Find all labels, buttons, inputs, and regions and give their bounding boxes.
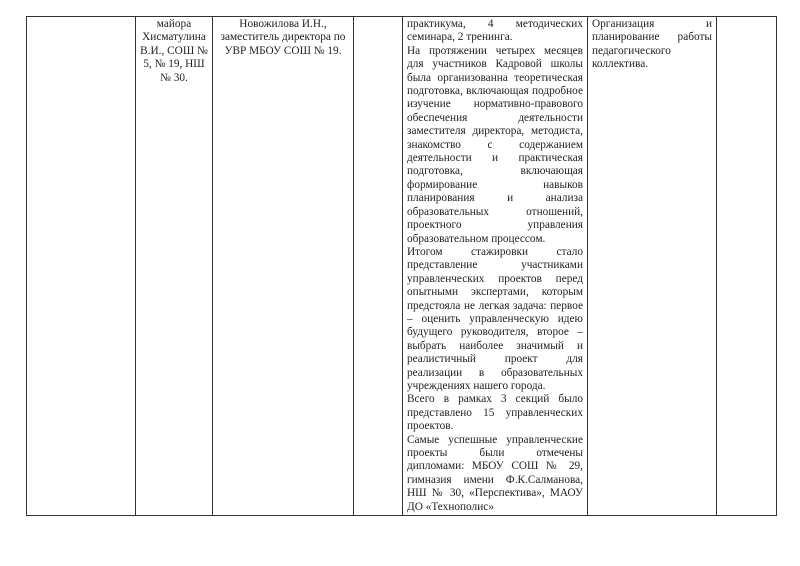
description-paragraph: Всего в рамках 3 секций было представлено 15 управленческих проектов. [407, 393, 583, 433]
cell-responsible [213, 17, 354, 516]
cell-result [588, 17, 717, 516]
document-table [26, 16, 777, 516]
cell-description [403, 17, 588, 516]
description-paragraph: Итогом стажировки стало представление участниками управленческих проектов перед опытными экспертами, которым предстояла не легкая задача: первое – оценить управленческую идею будущего руководителя, второе – выбрать наиболее значимый и реалистичный проект для реализации в образовательных учреждениях нашего города. [407, 245, 583, 392]
participants-text: майора Хисматулина В.И., СОШ № 5, № 19, НШ № 30. [140, 18, 208, 84]
description-paragraph: На протяжении четырех месяцев для участников Кадровой школы была организованна теоретическая подготовка, включающая подробное изучение нормативно-правового обеспечения деятельности заместителя директора, методиста, знакомство с содержанием деятельности и практическая подготовка, включающая формирование навыков планирования и анализа образовательных отношений, проектного управления образовательном процессом. [407, 44, 583, 245]
cell-empty-4 [354, 17, 403, 516]
cell-empty-7 [717, 17, 777, 516]
responsible-text: Новожилова И.Н., заместитель директора по УВР МБОУ СОШ № 19. [220, 18, 346, 57]
table-row [27, 17, 777, 516]
result-text: Организация и планирование работы педагогического коллектива. [592, 18, 712, 71]
description-paragraph: практикума, 4 методических семинара, 2 тренинга. [407, 18, 583, 44]
description-paragraph: Самые успешные управленческие проекты были отмечены дипломами: МБОУ СОШ № 29, гимназия имени Ф.К.Салманова, НШ № 30, «Перспектива», МАОУ ДО «Технополис» [407, 433, 583, 513]
cell-participants [136, 17, 213, 516]
cell-empty-1 [27, 17, 136, 516]
